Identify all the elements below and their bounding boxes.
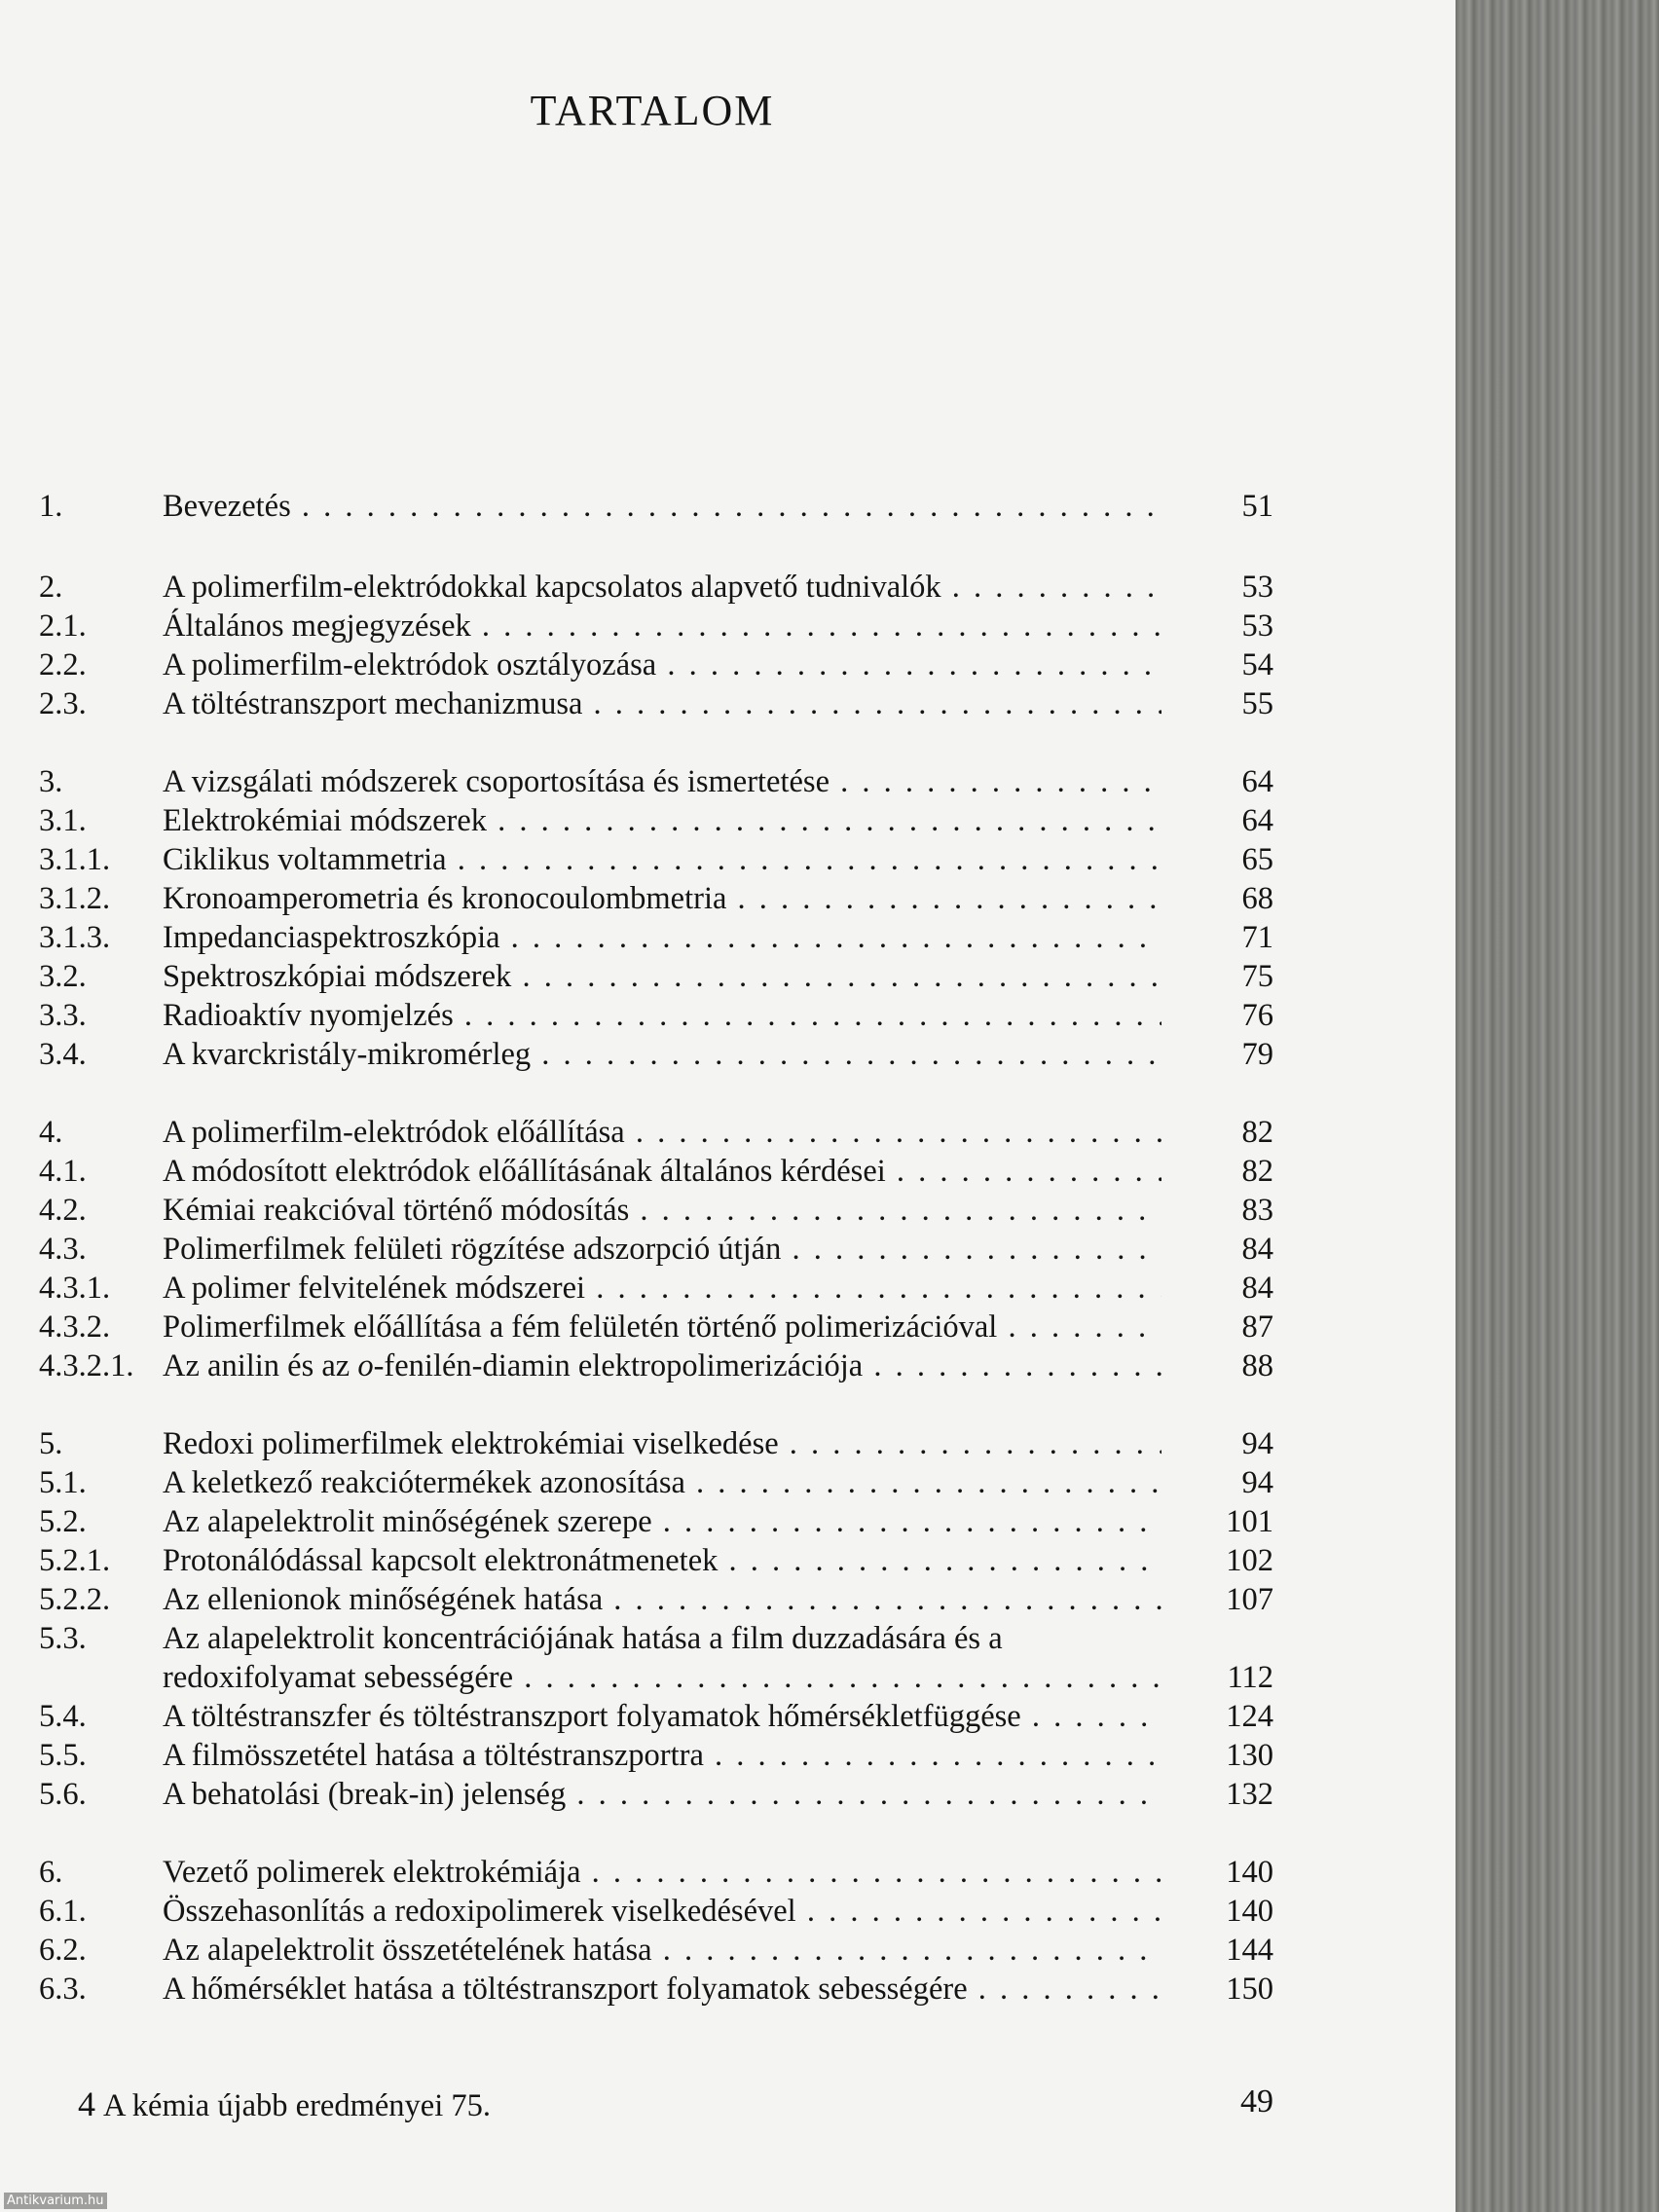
toc-entry-page: 102 xyxy=(1226,1543,1273,1578)
toc-entry xyxy=(39,1035,1273,1074)
toc-entry-number: 6.3. xyxy=(39,1972,87,2007)
toc-entry-page: 75 xyxy=(1241,959,1273,994)
toc-entry-page: 94 xyxy=(1241,1426,1273,1461)
toc-entry-title: A töltéstranszfer és töltéstranszport folyamatok hőmérsékletfüggése . . . xyxy=(163,1697,1161,1736)
toc-entry-page: 82 xyxy=(1241,1154,1273,1189)
toc-entry-title: A keletkező reakciótermékek azonosítása . . . xyxy=(163,1463,1161,1502)
toc-entry xyxy=(39,1931,1273,1970)
toc-entry-title: Az alapelektrolit koncentrációjának hatása a film duzzadására és a xyxy=(163,1621,1003,1656)
toc-entry-page: 88 xyxy=(1241,1348,1273,1383)
toc-entry xyxy=(39,996,1273,1035)
page-footer xyxy=(78,2083,1273,2124)
toc-entry-title: A kvarckristály-mikromérleg . . . xyxy=(163,1035,1161,1074)
toc-entry-title: Radioaktív nyomjelzés . . . xyxy=(163,996,1161,1035)
toc-entry-title: A polimer felvitelének módszerei . . . xyxy=(163,1269,1161,1308)
toc-entry-title: Az alapelektrolit összetételének hatása . . . xyxy=(163,1931,1161,1970)
toc-entry-title: A polimerfilm-elektródok osztályozása . . . xyxy=(163,645,1161,684)
toc-entry-title: Redoxi polimerfilmek elektrokémiai viselkedése . . . xyxy=(163,1424,1161,1463)
toc-entry-page: 107 xyxy=(1226,1582,1273,1617)
toc-entry-number: 3.3. xyxy=(39,998,87,1033)
toc-entry-title: Kronoamperometria és kronocoulombmetria . . . xyxy=(163,879,1161,918)
toc-entry xyxy=(39,1892,1273,1931)
toc-entry-title: A behatolási (break-in) jelenség . . . xyxy=(163,1775,1161,1814)
toc-entry-title: Bevezetés . . . xyxy=(163,487,1161,526)
toc-entry-number: 3.1.2. xyxy=(39,881,111,916)
toc-entry-number: 5.5. xyxy=(39,1738,87,1773)
toc-entry-number: 2. xyxy=(39,570,63,605)
toc-entry-title: Kémiai reakcióval történő módosítás . . . xyxy=(163,1191,1161,1230)
footer-source: A kémia újabb eredményei 75. xyxy=(103,2088,491,2123)
page-number: 49 xyxy=(1240,2083,1273,2120)
toc-entry xyxy=(39,1541,1273,1580)
toc-entry xyxy=(39,840,1273,879)
toc-entry-page: 144 xyxy=(1226,1933,1273,1968)
toc-entry xyxy=(39,1424,1273,1463)
toc-entry xyxy=(39,1230,1273,1269)
toc-entry-page: 140 xyxy=(1226,1894,1273,1929)
toc-entry xyxy=(39,645,1273,684)
toc-entry xyxy=(39,1502,1273,1541)
toc-entry xyxy=(39,1658,1273,1697)
toc-entry-page: 79 xyxy=(1241,1037,1273,1072)
toc-entry xyxy=(39,1853,1273,1892)
book-binding-edge xyxy=(1456,0,1659,2212)
toc-entry-number: 4.3.1. xyxy=(39,1271,111,1306)
toc-entry-page: 68 xyxy=(1241,881,1273,916)
page-title: TARTALOM xyxy=(530,87,775,134)
toc-entry xyxy=(39,1269,1273,1308)
toc-entry-number: 1. xyxy=(39,489,63,524)
toc-entry-number: 5.3. xyxy=(39,1621,87,1656)
toc-entry xyxy=(39,1191,1273,1230)
toc-entry-number: 4.1. xyxy=(39,1154,87,1189)
toc-entry xyxy=(39,957,1273,996)
toc-entry-number: 4.3. xyxy=(39,1232,87,1267)
toc-entry-page: 132 xyxy=(1226,1777,1273,1812)
toc-entry-title: A polimerfilm-elektródokkal kapcsolatos alapvető tudnivalók . . . xyxy=(163,568,1161,607)
toc-entry-title: A vizsgálati módszerek csoportosítása és ismertetése . . . xyxy=(163,762,1161,801)
toc-entry-number: 4. xyxy=(39,1115,63,1150)
toc-entry xyxy=(39,1308,1273,1346)
toc-entry-number: 3.2. xyxy=(39,959,87,994)
toc-entry-page: 55 xyxy=(1241,686,1273,721)
toc-entry-title: A polimerfilm-elektródok előállítása . . . xyxy=(163,1113,1161,1152)
toc-entry-number: 5.2. xyxy=(39,1504,87,1539)
toc-entry-page: 84 xyxy=(1241,1271,1273,1306)
toc-entry-page: 101 xyxy=(1226,1504,1273,1539)
toc-entry xyxy=(39,1736,1273,1775)
toc-entry-page: 82 xyxy=(1241,1115,1273,1150)
toc-entry-page: 112 xyxy=(1227,1660,1273,1695)
toc-entry-page: 65 xyxy=(1241,842,1273,877)
toc-entry-number: 4.3.2.1. xyxy=(39,1348,134,1383)
toc-entry-title: Vezető polimerek elektrokémiája . . . xyxy=(163,1853,1161,1892)
toc-entry xyxy=(39,1152,1273,1191)
toc-entry-page: 53 xyxy=(1241,608,1273,644)
toc-entry-title: Általános megjegyzések . . . xyxy=(163,607,1161,645)
toc-entry-page: 150 xyxy=(1226,1972,1273,2007)
toc-entry xyxy=(39,568,1273,607)
toc-entry-page: 64 xyxy=(1241,764,1273,799)
toc-entry-page: 94 xyxy=(1241,1465,1273,1500)
toc-entry-number: 3.1. xyxy=(39,803,87,838)
toc-entry-title: Protonálódással kapcsolt elektronátmenetek . . . xyxy=(163,1541,1161,1580)
toc-entry-number: 6.2. xyxy=(39,1933,87,1968)
toc-entry-number: 3.1.3. xyxy=(39,920,111,955)
toc-entry-title: Összehasonlítás a redoxipolimerek viselkedésével . . . xyxy=(163,1892,1161,1931)
toc-entry-page: 140 xyxy=(1226,1855,1273,1890)
toc-entry-number: 5. xyxy=(39,1426,63,1461)
toc-entry xyxy=(39,487,1273,526)
toc-entry-number: 6. xyxy=(39,1855,63,1890)
toc-entry-number: 2.2. xyxy=(39,647,87,682)
toc-entry xyxy=(39,607,1273,645)
toc-entry-page: 84 xyxy=(1241,1232,1273,1267)
toc-entry-number: 5.1. xyxy=(39,1465,87,1500)
toc-entry-number: 3.4. xyxy=(39,1037,87,1072)
toc-entry-title: Ciklikus voltammetria . . . xyxy=(163,840,1161,879)
toc-entry xyxy=(39,1113,1273,1152)
toc-entry xyxy=(39,1463,1273,1502)
toc-entry-title: Polimerfilmek előállítása a fém felületén történő polimerizációval . . . xyxy=(163,1308,1161,1346)
toc-entry-page: 53 xyxy=(1241,570,1273,605)
toc-entry xyxy=(39,684,1273,723)
toc-entry-number: 6.1. xyxy=(39,1894,87,1929)
toc-entry-title: redoxifolyamat sebességére . . . xyxy=(163,1658,1161,1697)
toc-entry-title: Az ellenionok minőségének hatása . . . xyxy=(163,1580,1161,1619)
toc-entry-page: 130 xyxy=(1226,1738,1273,1773)
toc-entry-title: A módosított elektródok előállításának általános kérdései . . . xyxy=(163,1152,1161,1191)
toc-entry-title: Az anilin és az o-fenilén-diamin elektropolimerizációja . . . xyxy=(163,1346,1161,1385)
signature-number: 4 xyxy=(78,2084,95,2123)
watermark: Antikvarium.hu xyxy=(4,2193,107,2209)
toc-entry-number: 3. xyxy=(39,764,63,799)
toc-entry xyxy=(39,801,1273,840)
toc-entry-page: 83 xyxy=(1241,1193,1273,1228)
toc-entry xyxy=(39,879,1273,918)
toc-entry-page: 64 xyxy=(1241,803,1273,838)
toc-entry-title: A hőmérséklet hatása a töltéstranszport folyamatok sebességére . . . xyxy=(163,1970,1161,2009)
toc-entry-number: 2.1. xyxy=(39,608,87,644)
toc-entry-number: 5.6. xyxy=(39,1777,87,1812)
toc-entry xyxy=(39,1970,1273,2009)
toc-entry xyxy=(39,1580,1273,1619)
toc-entry xyxy=(39,1619,1273,1658)
toc-entry-title: Elektrokémiai módszerek . . . xyxy=(163,801,1161,840)
toc-entry-number: 5.4. xyxy=(39,1699,87,1734)
toc-entry-number: 5.2.1. xyxy=(39,1543,111,1578)
toc-entry-page: 76 xyxy=(1241,998,1273,1033)
toc-entry-title: A filmösszetétel hatása a töltéstranszportra . . . xyxy=(163,1736,1161,1775)
toc-entry-page: 71 xyxy=(1241,920,1273,955)
toc-entry-page: 124 xyxy=(1226,1699,1273,1734)
toc-entry-title: Impedanciaspektroszkópia . . . xyxy=(163,918,1161,957)
toc-entry xyxy=(39,1775,1273,1814)
toc-entry-title: A töltéstranszport mechanizmusa . . . xyxy=(163,684,1161,723)
toc-entry xyxy=(39,1697,1273,1736)
toc-entry xyxy=(39,762,1273,801)
toc-entry-number: 4.2. xyxy=(39,1193,87,1228)
toc-entry-title: Spektroszkópiai módszerek . . . xyxy=(163,957,1161,996)
toc-entry xyxy=(39,918,1273,957)
toc-entry-title: Polimerfilmek felületi rögzítése adszorpció útján . . . xyxy=(163,1230,1161,1269)
toc-entry-page: 51 xyxy=(1241,489,1273,524)
toc-entry-page: 54 xyxy=(1241,647,1273,682)
toc-entry xyxy=(39,1346,1273,1385)
toc-entry-number: 4.3.2. xyxy=(39,1309,111,1345)
toc-entry-page: 87 xyxy=(1241,1309,1273,1345)
toc-entry-title: Az alapelektrolit minőségének szerepe . . . xyxy=(163,1502,1161,1541)
toc-entry-number: 5.2.2. xyxy=(39,1582,111,1617)
toc-entry-number: 2.3. xyxy=(39,686,87,721)
toc-entry-number: 3.1.1. xyxy=(39,842,111,877)
